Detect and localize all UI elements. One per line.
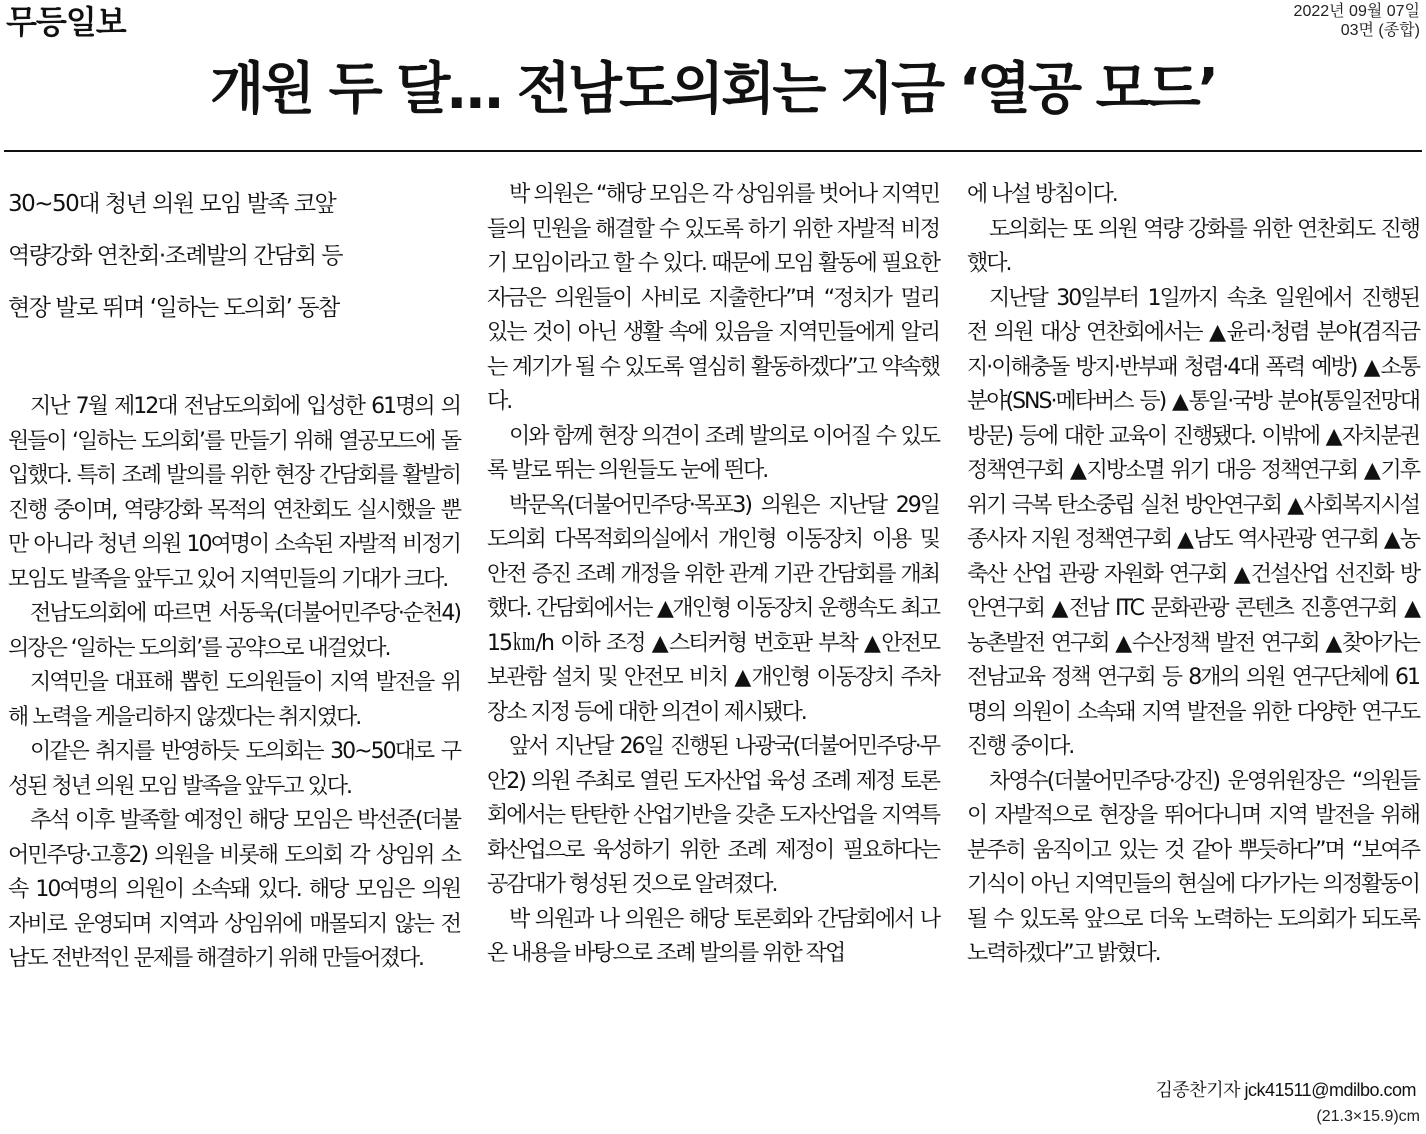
newspaper-logo: 무등일보 (6, 3, 126, 41)
paragraph: 도의회는 또 의원 역량 강화를 위한 연찬회도 진행했다. (967, 216, 1419, 276)
issue-meta (1294, 2, 1420, 40)
paragraph-continued: 에 나설 방침이다. (967, 182, 1117, 207)
reporter-byline: 김종찬기자 jck41511@mdilbo.com (1155, 1080, 1416, 1100)
article-size: (21.3×15.9)cm (1316, 1108, 1420, 1125)
headline: 개원 두 달… 전남도의회는 지금 ‘열공 모드’ (209, 57, 1217, 122)
article-column-3 (967, 178, 1419, 972)
headline-divider (4, 150, 1422, 152)
subheadline-3: 현장 발로 뛰며 ‘일하는 도의회’ 동참 (8, 295, 339, 321)
paragraph: 차영수(더불어민주당·강진) 운영위원장은 “의원들이 자발적으로 현장을 뛰어다니며 지역 발전을 위해 분주히 움직이고 있는 것 같아 뿌듯하다”며 “보여주기식이 아닌 지역민들의 현실에 다가가는 의정활동이 될 수 있도록 앞으로 더욱 노력하는 도의회가 되도록 노력하겠다”고 밝혔다. (967, 768, 1419, 966)
page-number: 03면 (종합) (1340, 22, 1420, 39)
paragraph: 지역민을 대표해 뽑힌 도의원들이 지역 발전을 위해 노력을 게을리하지 않겠다는 취지였다. (8, 670, 460, 730)
subheadline-2: 역량강화 연찬회·조례발의 간담회 등 (8, 243, 343, 269)
paragraph: 박문옥(더불어민주당·목포3) 의원은 지난달 29일 도의회 다목적회의실에서 개인형 이동장치 이용 및 안전 증진 조례 개정을 위한 관계 기관 간담회를 개최했다. 간담회에서는 ▲개인형 이동장치 운행속도 최고 15㎞/h 이하 조정 ▲스티커형 번호판 부착 ▲안전모 보관함 설치 및 안전모 비치 ▲개인형 이동장치 주차장소 지정 등에 대한 의견이 제시됐다. (487, 492, 939, 725)
paragraph: 지난달 30일부터 1일까지 속초 일원에서 진행된 전 의원 대상 연찬회에서는 ▲윤리·청렴 분야(겸직금지·이해충돌 방지·반부패 청렴·4대 폭력 예방) ▲소통 분야(SNS·메타버스 등) ▲통일·국방 분야(통일전망대 방문) 등에 대한 교육이 진행됐다. 이밖에 ▲자치분권 정책연구회 ▲지방소멸 위기 대응 정책연구회 ▲기후위기 극복 탄소중립 실천 방안연구회 ▲사회복지시설 종사자 지원 정책연구회 ▲남도 역사관광 연구회 ▲농축산 산업 관광 자원화 연구회 ▲건설산업 선진화 방안연구회 ▲전남 ITC 문화관광 콘텐츠 진흥연구회 ▲농촌발전 연구회 ▲수산정책 발전 연구회 ▲찾아가는 전남교육 정책 연구회 등 8개의 의원 연구단체에 61명의 의원이 소속돼 지역 발전을 위한 다양한 연구도 진행 중이다. (967, 285, 1419, 759)
paragraph: 지난 7월 제12대 전남도의회에 입성한 61명의 의원들이 ‘일하는 도의회’를 만들기 위해 열공모드에 돌입했다. 특히 조례 발의를 위한 현장 간담회를 활발히 진행 중이며, 역량강화 목적의 연찬회도 실시했을 뿐만 아니라 청년 의원 10여명이 소속된 자발적 비정기 모임도 발족을 앞두고 있어 지역민들의 기대가 크다. (8, 394, 460, 592)
article-column-2 (487, 178, 939, 972)
issue-date: 2022년 09월 07일 (1293, 3, 1420, 20)
paragraph: 박 의원은 “해당 모임은 각 상임위를 벗어나 지역민들의 민원을 해결할 수 있도록 하기 위한 자발적 비정기 모임이라고 할 수 있다. 때문에 모임 활동에 필요한 자금은 의원들이 사비로 지출한다”며 “정치가 멀리 있는 것이 아닌 생활 속에 있음을 지역민들에게 알리는 계기가 될 수 있도록 열심히 활동하겠다”고 약속했다. (487, 182, 939, 414)
paragraph: 추석 이후 발족할 예정인 해당 모임은 박선준(더불어민주당·고흥2) 의원을 비롯해 도의회 각 상임위 소속 10여명의 의원이 소속돼 있다. 해당 모임은 의원 자비로 운영되며 지역과 상임위에 매몰되지 않는 전남도 전반적인 문제를 해결하기 위해 만들어졌다. (8, 808, 460, 971)
article-column-1 (8, 178, 460, 977)
paragraph: 이같은 취지를 반영하듯 도의회는 30~50대로 구성된 청년 의원 모임 발족을 앞두고 있다. (8, 739, 460, 799)
subheadline-1: 30~50대 청년 의원 모임 발족 코앞 (8, 191, 336, 217)
paragraph: 이와 함께 현장 의견이 조례 발의로 이어질 수 있도록 발로 뛰는 의원들도 눈에 띈다. (487, 423, 939, 483)
subheadlines (8, 178, 460, 334)
paragraph: 박 의원과 나 의원은 해당 토론회와 간담회에서 나온 내용을 바탕으로 조례 발의를 위한 작업 (487, 906, 939, 966)
paragraph: 전남도의회에 따르면 서동욱(더불어민주당·순천4) 의장은 ‘일하는 도의회’를 공약으로 내걸었다. (8, 601, 460, 661)
paragraph: 앞서 지난달 26일 진행된 나광국(더불어민주당·무안2) 의원 주최로 열린 도자산업 육성 조례 제정 토론회에서는 탄탄한 산업기반을 갖춘 도자산업을 지역특화산업으로 육성하기 위한 조례 제정이 필요하다는 공감대가 형성된 것으로 알려졌다. (487, 734, 939, 897)
